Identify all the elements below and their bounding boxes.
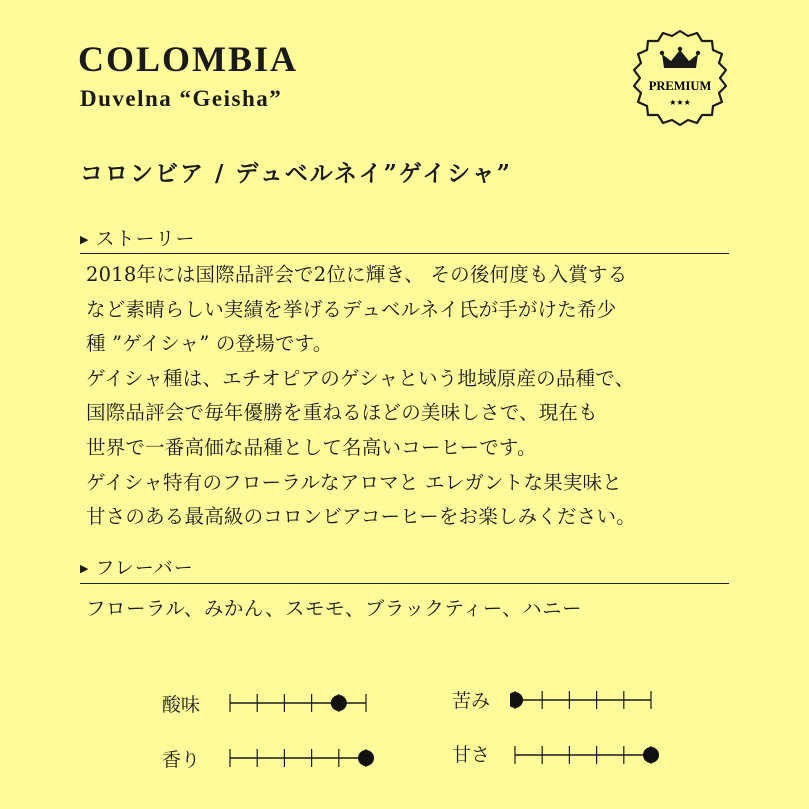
acidity-meter xyxy=(225,688,375,718)
badge-label: PREMIUM xyxy=(648,79,712,93)
triangle-bullet-icon: ▶ xyxy=(80,562,90,575)
meter-level-dot xyxy=(510,692,523,708)
story-heading xyxy=(80,224,195,251)
meter-level-dot xyxy=(358,750,374,766)
acidity-label: 酸味 xyxy=(162,694,201,716)
story-line: 甘さのある最高級のコロンビアコーヒーをお楽しみください。 xyxy=(86,505,636,529)
story-line: ゲイシャ特有のフローラルなアロマと エレガントな果実味と xyxy=(86,470,622,494)
story-line: 国際品評会で毎年優勝を重ねるほどの美味しさで、現在も xyxy=(86,401,598,425)
bitterness-meter xyxy=(510,685,660,715)
story-line: など素晴らしい実績を挙げるデュベルネイ氏が手がけた希少 xyxy=(86,297,617,321)
sweetness-label: 甘さ xyxy=(452,744,491,766)
triangle-bullet-icon: ▶ xyxy=(80,233,90,246)
story-line: 世界で一番高価な品種として名高いコーヒーです。 xyxy=(86,435,537,459)
story-divider xyxy=(80,253,729,254)
aroma-label: 香り xyxy=(162,749,201,771)
bitterness-label: 苦み xyxy=(452,690,491,712)
flavor-heading-label: フレーバー xyxy=(95,557,194,579)
meter-level-dot xyxy=(643,747,659,763)
sweetness-meter xyxy=(510,740,660,770)
flavor-divider xyxy=(80,583,729,584)
flavor-heading xyxy=(80,553,194,580)
story-line: ゲイシャ種は、エチオピアのゲシャという地域原産の品種で、 xyxy=(86,366,635,390)
story-body xyxy=(86,258,746,535)
aroma-meter xyxy=(225,743,375,773)
story-line: 種 ”ゲイシャ” の登場です。 xyxy=(86,332,333,356)
flavor-notes: フローラル、みかん、スモモ、ブラックティー、ハニー xyxy=(86,597,583,620)
meter-level-dot xyxy=(331,695,347,711)
coffee-variety-subtitle: Duvelna “Geisha” xyxy=(80,86,283,111)
story-line: 2018年には国際品評会で2位に輝き、 その後何度も入賞する xyxy=(86,263,628,286)
story-heading-label: ストーリー xyxy=(95,228,196,250)
badge-scalloped-border xyxy=(634,31,726,125)
coffee-origin-title: COLOMBIA xyxy=(78,39,299,79)
premium-badge xyxy=(630,28,730,128)
japanese-title: コロンビア / デュベルネイ”ゲイシャ” xyxy=(80,160,512,187)
badge-stars: ★★★ xyxy=(669,98,691,107)
